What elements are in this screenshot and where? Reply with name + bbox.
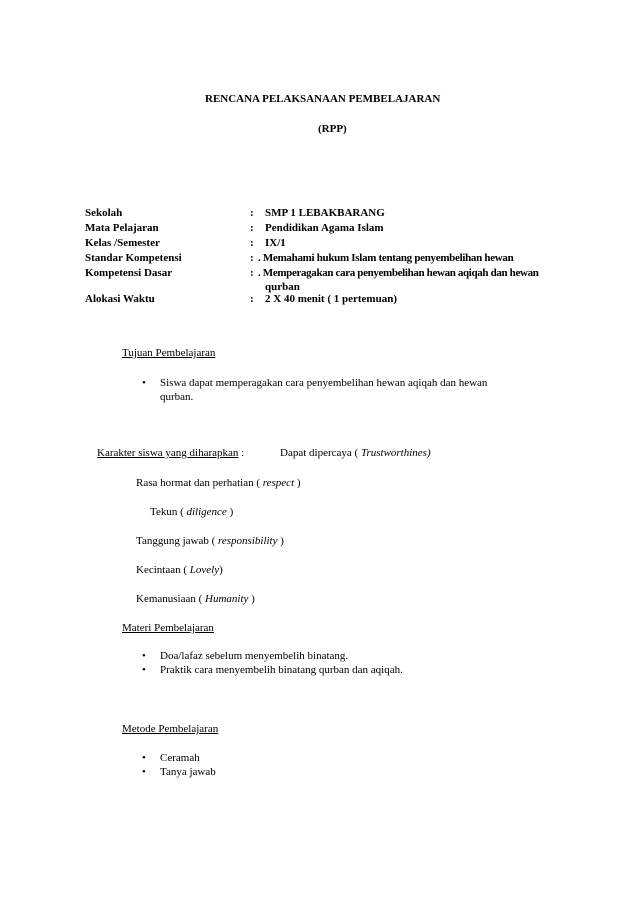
karakter-item-lovely — [136, 564, 223, 576]
bullet-icon: • — [142, 664, 146, 676]
colon: : — [250, 267, 254, 279]
value-kelas-semester: IX/1 — [265, 237, 286, 249]
materi-heading: Materi Pembelajaran — [122, 622, 214, 634]
karakter-item-trustworthines — [280, 447, 431, 459]
karakter-term: diligence — [186, 506, 227, 518]
karakter-close: ) — [277, 535, 284, 547]
karakter-label: Dapat dipercaya ( — [280, 447, 359, 459]
value-kompetensi-dasar: . Memperagakan cara penyembelihan hewan aqiqah dan hewan — [258, 267, 539, 279]
metode-heading: Metode Pembelajaran — [122, 723, 219, 735]
karakter-label: Tekun ( — [150, 506, 187, 518]
karakter-heading-colon: : — [238, 447, 245, 459]
karakter-label: Kemanusiaan ( — [136, 593, 206, 605]
value-alokasi-waktu: 2 X 40 menit ( 1 pertemuan) — [265, 293, 397, 305]
document-title: RENCANA PELAKSANAAN PEMBELAJARAN — [205, 93, 441, 105]
karakter-term: respect — [262, 477, 295, 489]
label-kompetensi-dasar: Kompetensi Dasar — [85, 267, 173, 279]
karakter-item-humanity — [136, 593, 255, 605]
metode-item: Tanya jawab — [160, 766, 216, 778]
bullet-icon: • — [142, 650, 146, 662]
bullet-icon: • — [142, 766, 146, 778]
karakter-term: Trustworthines) — [358, 447, 431, 459]
value-standar-kompetensi: . Memahami hukum Islam tentang penyembelihan hewan — [258, 252, 514, 264]
document-subtitle: (RPP) — [318, 123, 347, 135]
karakter-close: ) — [248, 593, 255, 605]
bullet-icon: • — [142, 377, 146, 389]
karakter-term: responsibility — [218, 535, 278, 547]
karakter-item-respect — [136, 477, 301, 489]
tujuan-item-line2: qurban. — [160, 391, 194, 403]
colon: : — [250, 237, 254, 249]
bullet-icon: • — [142, 752, 146, 764]
materi-item: Praktik cara menyembelih binatang qurban dan aqiqah. — [160, 664, 403, 676]
karakter-close: ) — [294, 477, 301, 489]
karakter-label: Kecintaan ( — [136, 564, 190, 576]
label-mata-pelajaran: Mata Pelajaran — [85, 222, 159, 234]
metode-item: Ceramah — [160, 752, 200, 764]
label-sekolah: Sekolah — [85, 207, 123, 219]
label-kelas-semester: Kelas /Semester — [85, 237, 160, 249]
karakter-label: Tanggung jawab ( — [136, 535, 219, 547]
karakter-close: ) — [226, 506, 234, 518]
karakter-term: Lovely — [189, 564, 220, 576]
karakter-close: ) — [219, 564, 223, 576]
value-kompetensi-dasar-line2: qurban — [265, 281, 300, 293]
colon: : — [250, 293, 254, 305]
value-sekolah: SMP 1 LEBAKBARANG — [265, 207, 385, 219]
karakter-item-diligence — [150, 506, 233, 518]
colon: : — [250, 222, 254, 234]
materi-item: Doa/lafaz sebelum menyembelih binatang. — [160, 650, 349, 662]
karakter-heading: Karakter siswa yang diharapkan — [97, 447, 239, 459]
colon: : — [250, 252, 254, 264]
colon: : — [250, 207, 254, 219]
tujuan-item-line1: Siswa dapat memperagakan cara penyembelihan hewan aqiqah dan hewan — [160, 377, 488, 389]
label-standar-kompetensi: Standar Kompetensi — [85, 252, 182, 264]
karakter-heading-row — [97, 447, 244, 459]
label-alokasi-waktu: Alokasi Waktu — [85, 293, 155, 305]
tujuan-heading: Tujuan Pembelajaran — [122, 347, 216, 359]
karakter-label: Rasa hormat dan perhatian ( — [136, 477, 263, 489]
karakter-term: Humanity — [205, 593, 249, 605]
karakter-item-responsibility — [136, 535, 284, 547]
value-mata-pelajaran: Pendidikan Agama Islam — [265, 222, 384, 234]
